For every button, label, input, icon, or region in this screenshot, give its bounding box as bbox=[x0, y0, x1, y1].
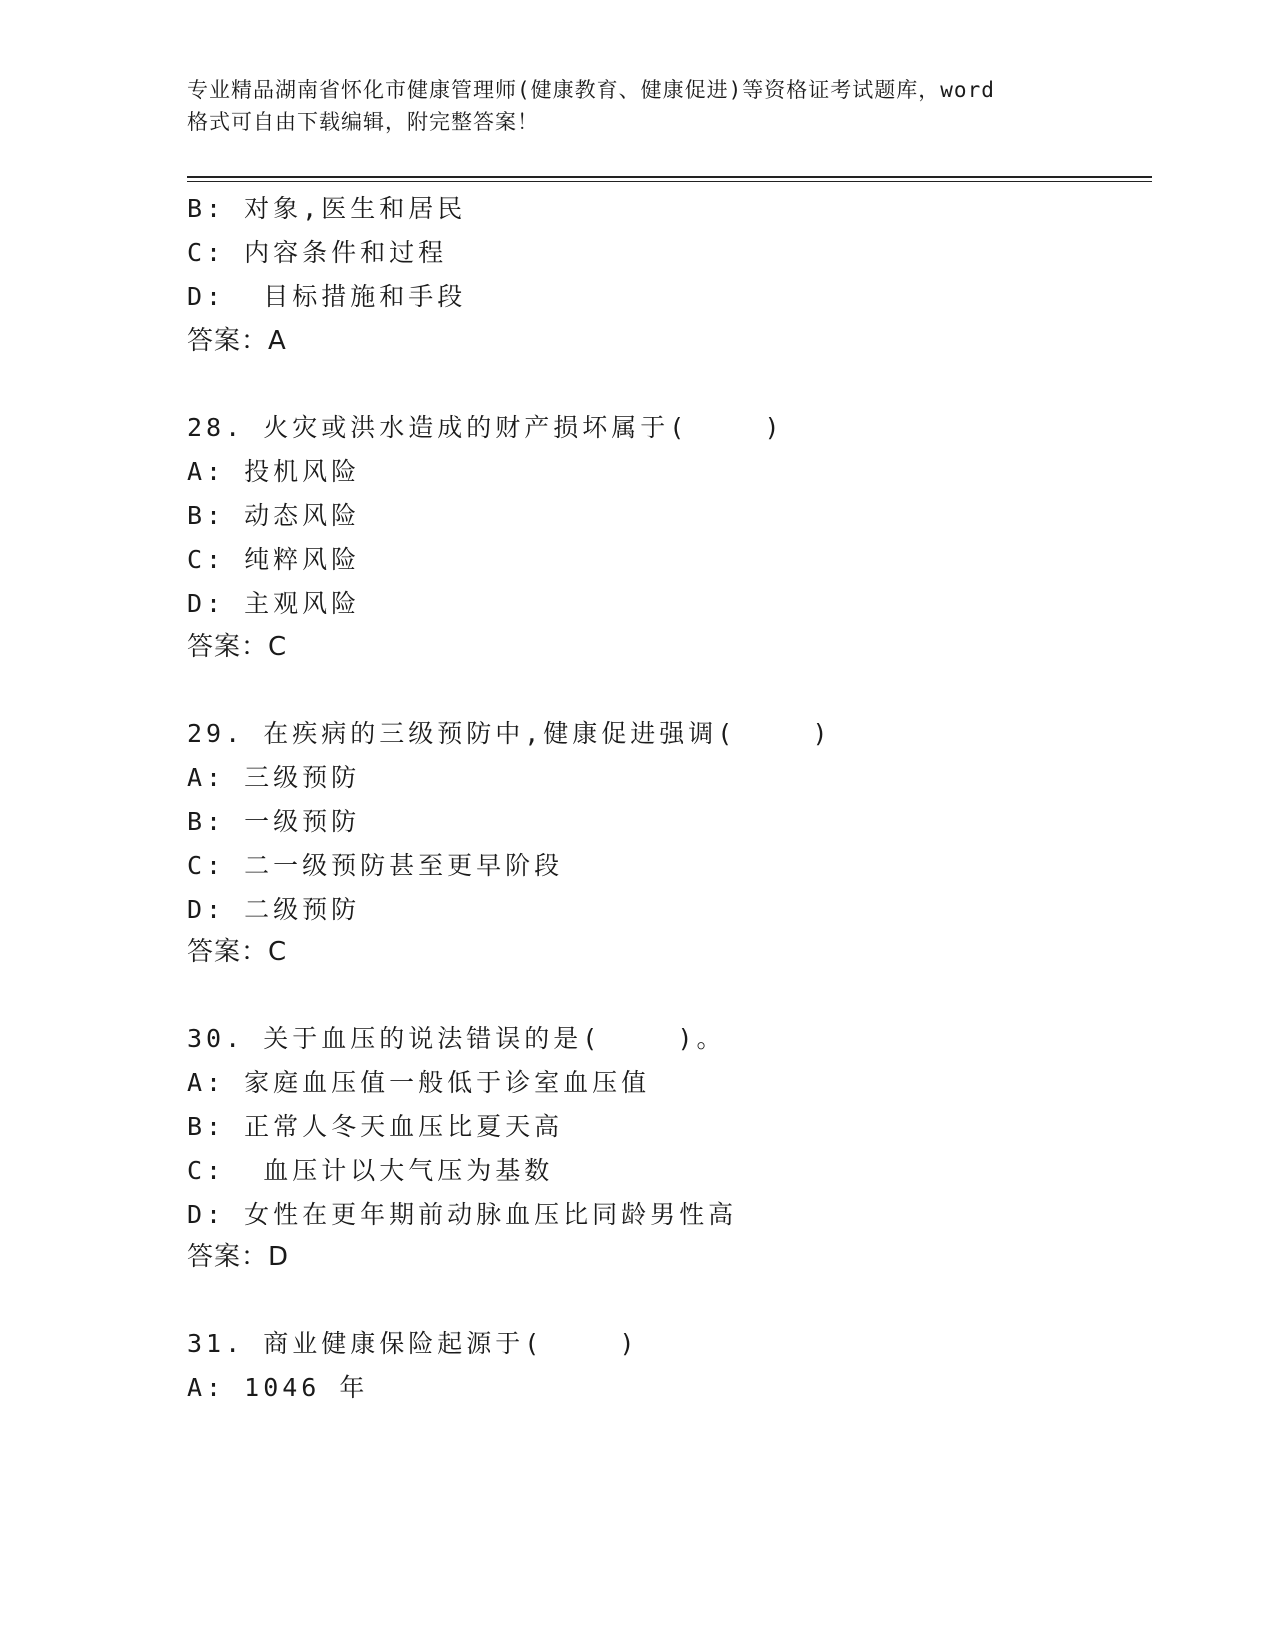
q28-option-a: A: 投机风险 bbox=[187, 457, 361, 486]
q28-answer: 答案：C bbox=[187, 632, 288, 662]
q31-stem: 31. 商业健康保险起源于( ) bbox=[187, 1329, 639, 1358]
header-rule-top bbox=[187, 176, 1152, 178]
q30-answer: 答案：D bbox=[187, 1242, 290, 1272]
header-rule-bottom bbox=[187, 181, 1152, 182]
q30-option-d: D: 女性在更年期前动脉血压比同龄男性高 bbox=[187, 1200, 738, 1229]
header-line-1: 专业精品湖南省怀化市健康管理师(健康教育、健康促进)等资格证考试题库，word bbox=[187, 78, 995, 102]
q29-option-d: D: 二级预防 bbox=[187, 895, 361, 924]
q29-answer: 答案：C bbox=[187, 937, 288, 967]
q27-option-d: D: 目标措施和手段 bbox=[187, 282, 467, 311]
q29-option-a: A: 三级预防 bbox=[187, 763, 361, 792]
q29-stem: 29. 在疾病的三级预防中,健康促进强调( ) bbox=[187, 719, 832, 748]
q30-stem: 30. 关于血压的说法错误的是( )。 bbox=[187, 1024, 726, 1053]
q29-option-c: C: 二一级预防甚至更早阶段 bbox=[187, 851, 564, 880]
q30-option-b: B: 正常人冬天血压比夏天高 bbox=[187, 1112, 564, 1141]
q30-option-a: A: 家庭血压值一般低于诊室血压值 bbox=[187, 1068, 651, 1097]
q28-option-d: D: 主观风险 bbox=[187, 589, 361, 618]
q27-option-b: B: 对象,医生和居民 bbox=[187, 194, 467, 223]
q27-option-c: C: 内容条件和过程 bbox=[187, 238, 448, 267]
q31-option-a: A: 1046 年 bbox=[187, 1373, 369, 1402]
q29-option-b: B: 一级预防 bbox=[187, 807, 361, 836]
header-line-2: 格式可自由下载编辑，附完整答案！ bbox=[187, 110, 539, 134]
q30-option-c: C: 血压计以大气压为基数 bbox=[187, 1156, 554, 1185]
q27-answer: 答案：A bbox=[187, 326, 287, 356]
q28-stem: 28. 火灾或洪水造成的财产损坏属于( ) bbox=[187, 413, 784, 442]
q28-option-c: C: 纯粹风险 bbox=[187, 545, 361, 574]
q28-option-b: B: 动态风险 bbox=[187, 501, 361, 530]
document-header bbox=[187, 74, 1087, 138]
